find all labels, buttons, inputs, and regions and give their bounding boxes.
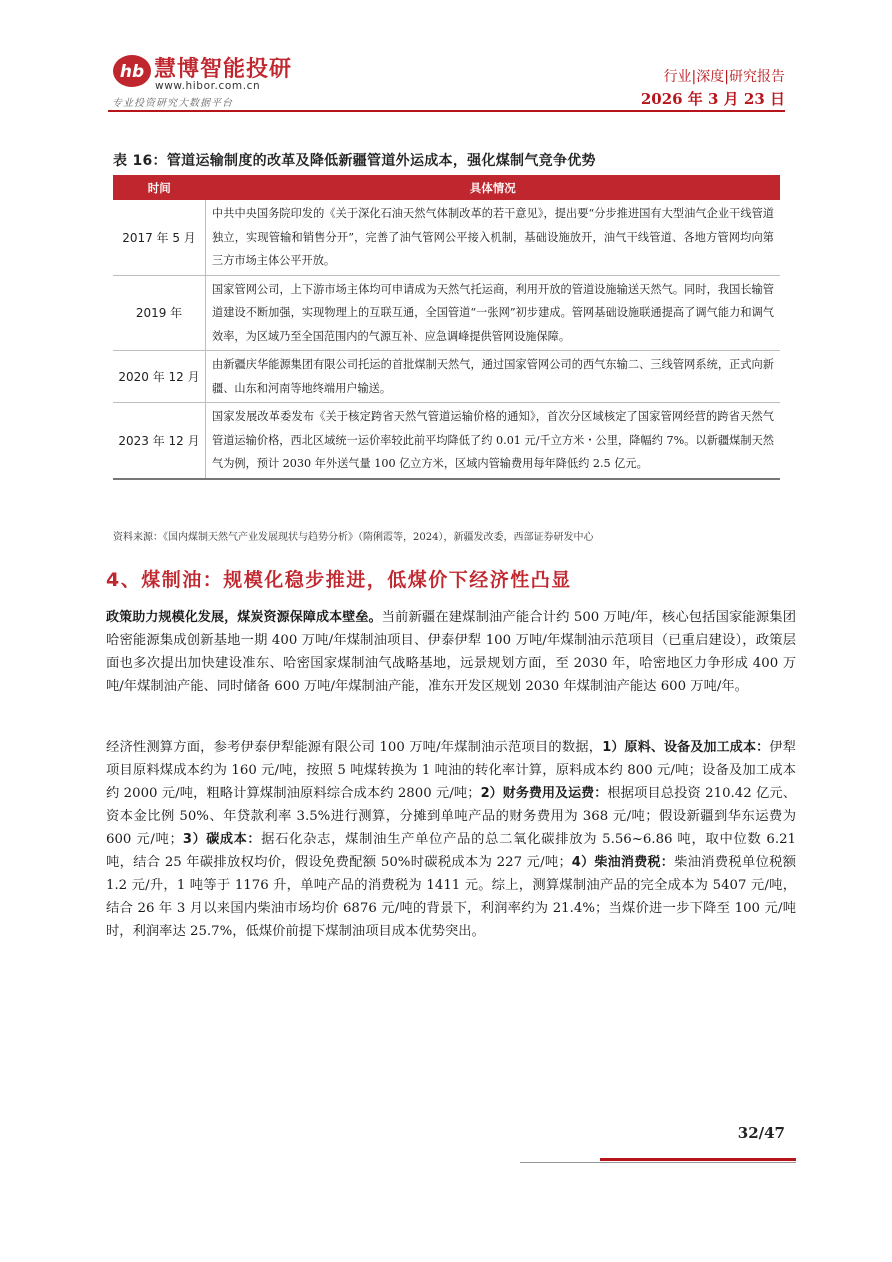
column-header-time: 时间: [113, 175, 206, 200]
cost-label-carbon: 3）碳成本：: [182, 832, 262, 847]
row-time: 2023 年 12 月: [113, 403, 206, 479]
footer-divider: [520, 1162, 796, 1163]
row-time: 2020 年 12 月: [113, 351, 206, 403]
footer-accent-bar: [600, 1158, 796, 1161]
table-row: [113, 351, 780, 403]
brand-url: www.hibor.com.cn: [155, 80, 261, 92]
table-source: 资料来源：《国内煤制天然气产业发展现状与趋势分析》（隋俐霞等，2024），新疆发改委，西部证券研发中心: [113, 532, 594, 543]
row-detail: 由新疆庆华能源集团有限公司托运的首批煤制天然气，通过国家管网公司的西气东输二、三线管网系统，正式向新疆、山东和河南等地终端用户输送。: [206, 351, 781, 403]
table-header-row: [113, 175, 780, 200]
section-heading: 4、煤制油：规模化稳步推进，低煤价下经济性凸显: [106, 569, 572, 591]
cost-label-diesel-tax: 4）柴油消费税：: [571, 855, 675, 870]
paragraph-text: 当前新疆在建煤制油产能合计约 500 万吨/年，核心包括国家能源集团哈密能源集成创新基地一期 400 万吨/年煤制油项目、伊泰伊犁 100 万吨/年煤制油示范项目（已重启建设），政策层面也多次提出加快建设准东、哈密国家煤制油气战略基地，远景规划方面，至 2030 年，哈密地区力争形成 400 万吨/年煤制油产能、同时储备 600 万吨/年煤制油产能，准东开发区规划 2030 年煤制油产能达 600 万吨/年。: [106, 610, 796, 694]
table-title: 表 16：管道运输制度的改革及降低新疆管道外运成本，强化煤制气竞争优势: [113, 153, 596, 169]
cost-text-carbon: 据石化杂志，煤制油生产单位产品的总二氧化碳排放为 5.56~6.86 吨，取中位数 6.21 吨，结合 25 年碳排放权均价，假设免费配额 50%时碳税成本为 227 元/吨；: [106, 832, 797, 870]
row-detail: 国家管网公司，上下游市场主体均可申请成为天然气托运商，利用开放的管道设施输送天然气。同时，我国长输管道建设不断加强，实现物理上的互联互通，全国管道“一张网”初步建成。管网基础设施联通提高了调气能力和调气效率，为区域乃至全国范围内的气源互补、应急调峰提供管网设施保障。: [206, 275, 781, 351]
cost-text-finance: 根据项目总投资 210.42 亿元、资本金比例 50%、年贷款利率 3.5%进行测算，分摊到单吨产品的财务费用为 368 元/吨；假设新疆到华东运费为 600 元/吨；: [106, 786, 796, 847]
row-detail: 国家发展改革委发布《关于核定跨省天然气管道运输价格的通知》，首次分区域核定了国家管网经营的跨省天然气管道运输价格，西北区域统一运价率较此前平均降低了约 0.01 元/千立方米・公里，降幅约 7%。以新疆煤制天然气为例，预计 2030 年外送气量 100 亿立方米，区域内管输费用每年降低约 2.5 亿元。: [206, 403, 781, 479]
policy-table: [113, 175, 780, 480]
hibor-logo-icon: [112, 54, 152, 88]
brand-name: 慧博智能投研: [154, 57, 293, 82]
page-number: 32/47: [737, 1124, 785, 1142]
row-time: 2017 年 5 月: [113, 200, 206, 275]
svg-text:hb: hb: [119, 62, 145, 82]
paragraph-intro: 经济性测算方面，参考伊泰伊犁能源有限公司 100 万吨/年煤制油示范项目的数据，: [106, 740, 603, 755]
header-divider: [108, 110, 785, 112]
table-row: [113, 200, 780, 275]
cost-label-raw-material: 1）原料、设备及加工成本：: [602, 740, 770, 755]
column-header-detail: 具体情况: [206, 175, 781, 200]
paragraph-lead: 政策助力规模化发展，煤炭资源保障成本壁垒。: [106, 610, 382, 625]
brand-slogan: 专业投资研究大数据平台: [112, 98, 233, 109]
paragraph-economics: [106, 736, 796, 943]
cost-text-diesel-tax: 柴油消费税单位税额 1.2 元/升，1 吨等于 1176 升，单吨产品的消费税为 1411 元。综上，测算煤制油产品的完全成本为 5407 元/吨，结合 26 年 3 月以来国内柴油市场均价 6876 元/吨的背景下，利润率约为 21.4%；当煤价进一步下降至 100 元/吨时，利润率达 25.7%，低煤价前提下煤制油项目成本优势突出。: [106, 855, 797, 939]
report-type: 行业|深度|研究报告: [663, 69, 785, 85]
cost-text-raw-material: 伊犁项目原料煤成本约为 160 元/吨，按照 5 吨煤转换为 1 吨油的转化率计算，原料成本约 800 元/吨；设备及加工成本约 2000 元/吨，粗略计算煤制油原料综合成本约 2800 元/吨；: [106, 740, 797, 801]
row-time: 2019 年: [113, 275, 206, 351]
page-header: [0, 0, 892, 112]
row-detail: 中共中央国务院印发的《关于深化石油天然气体制改革的若干意见》，提出要“分步推进国有大型油气企业干线管道独立，实现管输和销售分开”，完善了油气管网公平接入机制，基础设施放开，油气干线管道、各地方管网均向第三方市场主体公平开放。: [206, 200, 781, 275]
table-row: [113, 403, 780, 479]
table-row: [113, 275, 780, 351]
cost-label-finance: 2）财务费用及运费：: [480, 786, 608, 801]
report-date: 2026 年 3 月 23 日: [640, 90, 785, 108]
paragraph-policy: [106, 606, 796, 698]
